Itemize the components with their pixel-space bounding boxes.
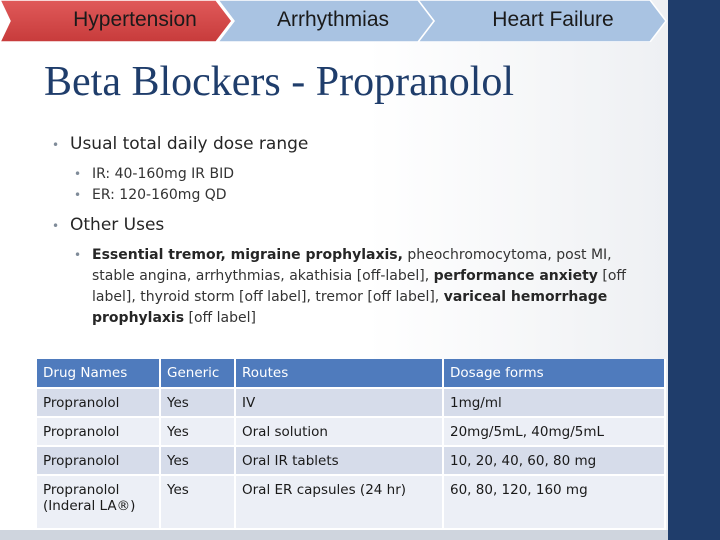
cell-generic: Yes bbox=[161, 418, 236, 447]
dose-sublist bbox=[52, 164, 652, 206]
tab-label-heart-failure: Heart Failure bbox=[492, 8, 614, 31]
cell-dosage-form: 20mg/5mL, 40mg/5mL bbox=[444, 418, 666, 447]
bottom-strip bbox=[0, 530, 668, 540]
tab-hypertension[interactable] bbox=[0, 0, 234, 42]
bullet-text: Other Uses bbox=[70, 215, 165, 235]
cell-route: Oral solution bbox=[236, 418, 444, 447]
tab-label-arrhythmias: Arrhythmias bbox=[276, 8, 390, 31]
page-title: Beta Blockers - Propranolol bbox=[44, 59, 515, 105]
table-row bbox=[37, 447, 666, 476]
bullet-dose-er bbox=[74, 185, 652, 206]
cell-drug-name bbox=[37, 476, 161, 530]
uses-text-4: [off label], thyroid storm [off label], tremor [off label], bbox=[92, 268, 627, 305]
column-header-routes: Routes bbox=[236, 359, 444, 389]
table-row bbox=[37, 389, 666, 418]
chevron-nav bbox=[0, 0, 668, 42]
cell-generic: Yes bbox=[161, 476, 236, 530]
bullet-dose-ir bbox=[74, 164, 652, 185]
bullet-text: ER: 120-160mg QD bbox=[92, 187, 227, 203]
uses-text-6: [off label] bbox=[184, 310, 256, 326]
uses-bold-5: variceal hemorrhage prophylaxis bbox=[92, 289, 608, 326]
cell-drug-name-line1: Propranolol bbox=[43, 482, 120, 498]
cell-generic: Yes bbox=[161, 389, 236, 418]
bullet-content bbox=[52, 132, 652, 336]
column-header-drug-names: Drug Names bbox=[37, 359, 161, 389]
bullet-dose-heading bbox=[52, 132, 652, 156]
cell-dosage-form: 10, 20, 40, 60, 80 mg bbox=[444, 447, 666, 476]
table-row bbox=[37, 476, 666, 530]
cell-generic: Yes bbox=[161, 447, 236, 476]
bullet-icon: • bbox=[74, 248, 82, 262]
cell-drug-name: Propranolol bbox=[37, 447, 161, 476]
table-row bbox=[37, 418, 666, 447]
column-header-generic: Generic bbox=[161, 359, 236, 389]
column-header-dosage-forms: Dosage forms bbox=[444, 359, 666, 389]
uses-bold-1: Essential tremor, migraine prophylaxis, bbox=[92, 247, 403, 263]
tab-heart-failure[interactable] bbox=[418, 0, 668, 42]
bullet-icon: • bbox=[52, 219, 60, 233]
cell-drug-name-line2: (Inderal LA®) bbox=[43, 498, 136, 514]
tab-label-hypertension: Hypertension bbox=[73, 8, 197, 31]
bullet-icon: • bbox=[52, 138, 60, 152]
bullet-text: IR: 40-160mg IR BID bbox=[92, 166, 234, 182]
cell-dosage-form: 1mg/ml bbox=[444, 389, 666, 418]
uses-bold-3: performance anxiety bbox=[433, 268, 598, 284]
tab-arrhythmias[interactable] bbox=[218, 0, 436, 42]
cell-dosage-form: 60, 80, 120, 160 mg bbox=[444, 476, 666, 530]
bullet-other-uses-heading bbox=[52, 213, 652, 237]
bullet-text: Usual total daily dose range bbox=[70, 134, 309, 154]
cell-drug-name: Propranolol bbox=[37, 389, 161, 418]
cell-route: Oral IR tablets bbox=[236, 447, 444, 476]
uses-sublist bbox=[52, 245, 652, 329]
bullet-icon: • bbox=[74, 167, 82, 181]
table-header-row bbox=[37, 359, 666, 389]
right-side-bar bbox=[668, 0, 720, 540]
dosage-table bbox=[37, 359, 666, 530]
uses-text-2: pheochromocytoma, post MI, stable angina, arrhythmias, akathisia [off-label], bbox=[92, 247, 612, 284]
cell-drug-name: Propranolol bbox=[37, 418, 161, 447]
bullet-other-uses-list bbox=[74, 245, 652, 329]
cell-route: Oral ER capsules (24 hr) bbox=[236, 476, 444, 530]
cell-route: IV bbox=[236, 389, 444, 418]
bullet-icon: • bbox=[74, 188, 82, 202]
